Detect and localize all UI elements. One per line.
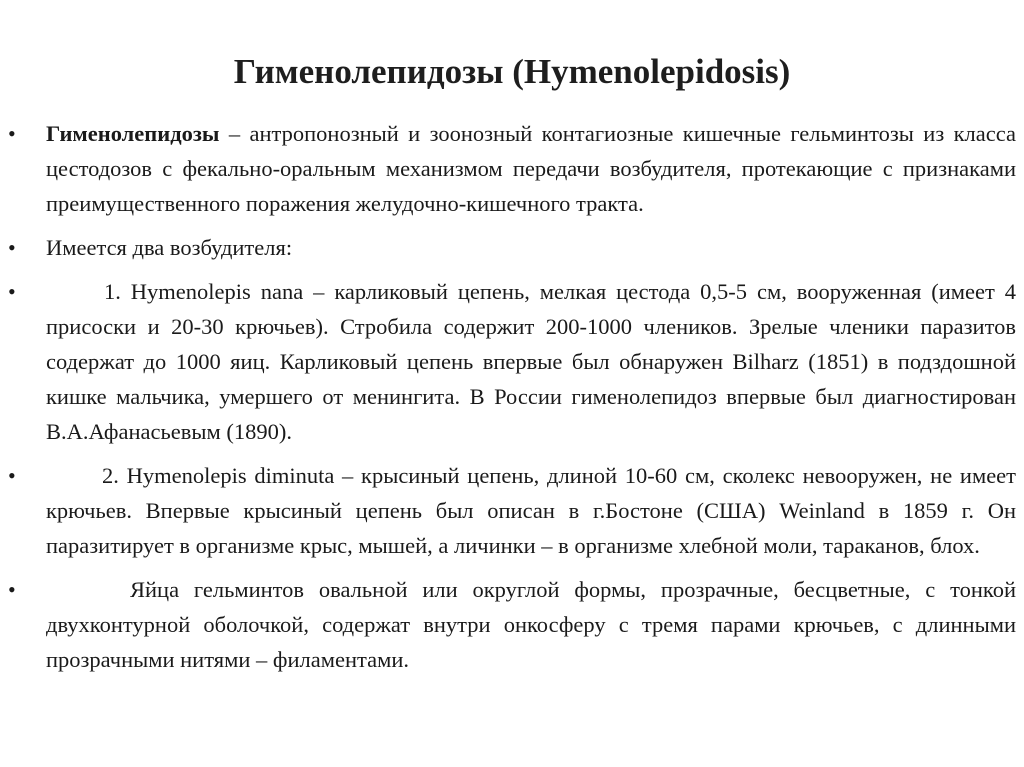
item-text: 1. Hymenolepis nana – карликовый цепень, мелкая цестода 0,5-5 см, вооруженная (имеет 4 присоски и 20-30 крючьев). Стробила содержит 200-1000 члеников. Зрелые членики паразитов содержат до 1000 яиц. Карликовый цепень впервые был обнаружен Bilharz (1851) в подздошной кишке мальчика, умершего от менингита. В России гименолепидоз впервые был диагностирован В.А.Афанасьевым (1890). xyxy=(46,279,1016,444)
bullet-icon: • xyxy=(8,577,16,602)
item-text: 2. Hymenolepis diminuta – крысиный цепень, длиной 10-60 см, сколекс невооружен, не имеет крючьев. Впервые крысиный цепень был описан в г.Бостоне (США) Weinland в 1859 г. Он паразитирует в организме крыс, мышей, а личинки – в организме хлебной моли, тараканов, блох. xyxy=(46,463,1016,558)
bullet-list xyxy=(6,116,1016,686)
bullet-icon: • xyxy=(8,235,16,260)
slide-title: Гименолепидозы (Hymenolepidosis) xyxy=(233,52,791,91)
list-item xyxy=(6,116,1016,221)
list-item xyxy=(6,572,1016,677)
list-item xyxy=(6,458,1016,563)
list-item xyxy=(6,230,1016,265)
term-lead: Гименолепидозы xyxy=(46,121,220,146)
bullet-icon: • xyxy=(8,121,16,146)
bullet-icon: • xyxy=(8,279,16,304)
item-paragraph xyxy=(46,116,1016,221)
item-text: Яйца гельминтов овальной или округлой формы, прозрачные, бесцветные, с тонкой двухконтурной оболочкой, содержат внутри онкосферу с тремя парами крючьев, с длинными прозрачными нитями – филаментами. xyxy=(46,577,1016,672)
item-text: – антропонозный и зоонозный контагиозные кишечные гельминтозы из класса цестодозов с фекально-оральным механизмом передачи возбудителя, протекающие с признаками преимущественного поражения желудочно-кишечного тракта. xyxy=(46,121,1016,216)
item-text: Имеется два возбудителя: xyxy=(46,235,293,260)
list-item xyxy=(6,274,1016,449)
bullet-icon: • xyxy=(8,463,16,488)
